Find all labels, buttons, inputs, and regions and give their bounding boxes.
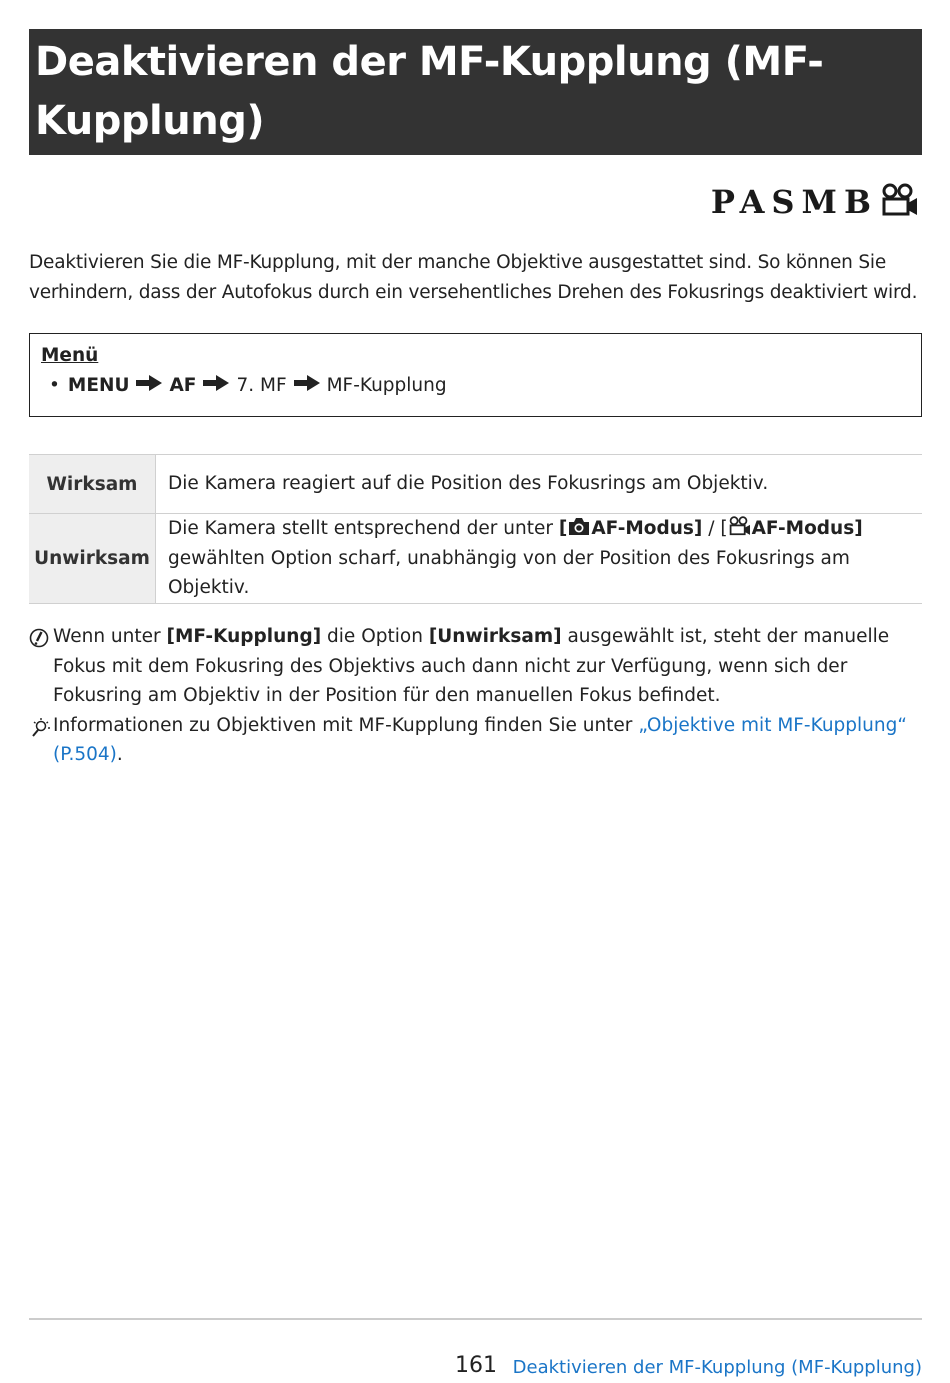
note-bold: [MF-Kupplung]	[166, 626, 322, 647]
menu-box	[29, 333, 922, 417]
note-text: Wenn unter	[53, 626, 167, 647]
intro-paragraph: Deaktivieren Sie die MF-Kupplung, mit der manche Objektive ausgestattet sind. So können Sie verhindern, dass der Autofokus durch ein versehentliches Drehen des Fokusrings deaktiviert wird.	[29, 252, 918, 303]
af-mode-movie: AF-Modus]	[751, 518, 863, 539]
objektive-mf-kupplung-link[interactable]: „Objektive mit MF-Kupplung“ (P.504)	[53, 714, 907, 765]
arrow-right-icon	[203, 371, 229, 401]
menu-heading: Menü	[41, 345, 99, 366]
options-table	[29, 454, 922, 604]
tip-note	[29, 711, 922, 770]
caution-note	[29, 622, 922, 711]
shooting-modes	[711, 183, 920, 221]
option-label: Unwirksam	[29, 514, 156, 604]
option-text: Die Kamera stellt entsprechend der unter	[168, 518, 559, 539]
note-text: .	[116, 744, 123, 765]
arrow-right-icon	[294, 371, 320, 401]
page-title	[35, 33, 916, 151]
bracket: [	[558, 518, 568, 539]
movie-camera-icon	[878, 183, 920, 221]
note-text: Informationen zu Objektiven mit MF-Kupplung finden Sie unter	[53, 714, 639, 736]
option-description: Die Kamera reagiert auf die Position des Fokusrings am Objektiv.	[156, 455, 923, 514]
table-row	[29, 455, 922, 514]
footer-section-link[interactable]: Deaktivieren der MF-Kupplung (MF-Kupplung)	[512, 1357, 922, 1378]
note-text: ausgewählt ist, steht der manuelle Fokus mit dem Fokusring des Objektivs auch dann nicht zur Verfügung, wenn sich der Fokusring am Objektiv in der Position für den manuellen Fokus befindet.	[53, 626, 890, 706]
bullet: •	[49, 375, 60, 396]
title-bar	[29, 29, 922, 155]
separator: / [	[702, 518, 728, 539]
caution-icon	[29, 628, 49, 658]
mode-letters: PASMB	[710, 183, 878, 221]
footer-divider	[29, 1318, 922, 1320]
menu-path	[41, 371, 910, 401]
menu-path-item: MF-Kupplung	[326, 375, 447, 396]
movie-camera-icon	[728, 518, 752, 539]
note-bold: [Unwirksam]	[428, 626, 562, 647]
camera-icon	[567, 518, 591, 539]
af-mode-photo: AF-Modus]	[591, 518, 703, 539]
notes	[29, 622, 922, 770]
note-text: die Option	[321, 626, 429, 647]
option-description	[156, 514, 923, 604]
page-number: 161	[455, 1353, 497, 1378]
arrow-right-icon	[136, 371, 162, 401]
table-row	[29, 514, 922, 604]
page-title-line1: Deaktivieren der MF-Kupplung (MF-	[35, 39, 824, 85]
menu-path-item: AF	[169, 375, 197, 396]
menu-path-item: MENU	[67, 375, 130, 396]
tip-bulb-icon	[29, 717, 51, 749]
page-title-line2: Kupplung)	[35, 98, 265, 144]
option-label: Wirksam	[29, 455, 156, 514]
option-text: gewählten Option scharf, unabhängig von der Position des Fokusrings am Objektiv.	[168, 547, 850, 598]
menu-path-item: 7. MF	[236, 375, 287, 396]
